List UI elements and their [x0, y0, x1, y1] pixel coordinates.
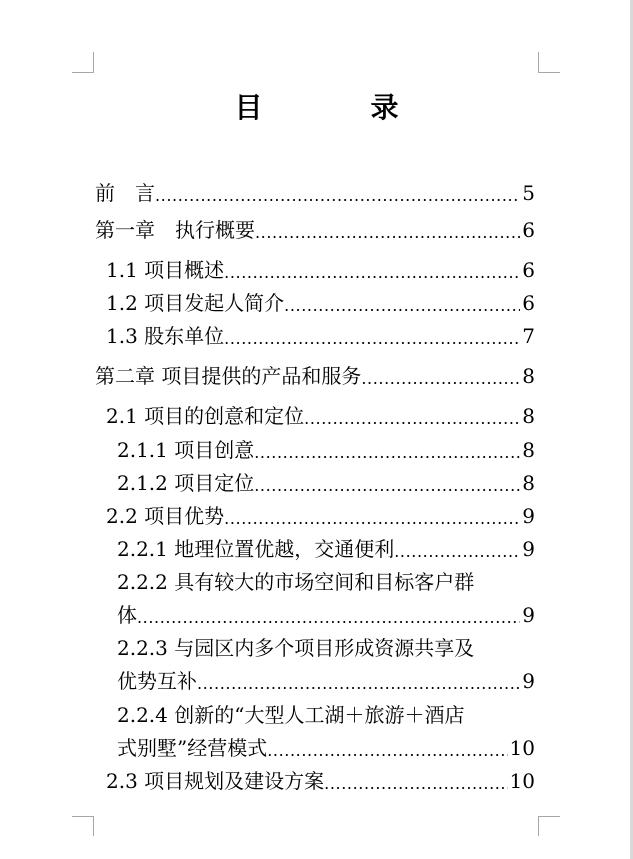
- toc-entry-label-line1: 2.2.2 具有较大的市场空间和目标客户群: [117, 570, 475, 594]
- toc-page-number: 10: [509, 736, 535, 760]
- toc-entry-2-1-1[interactable]: [117, 434, 535, 467]
- toc-entry-1-1[interactable]: [106, 254, 535, 287]
- toc-entry-label: 1.3 股东单位: [106, 324, 225, 348]
- toc-entry-label: 2.2.1 地理位置优越，交通便利: [117, 537, 395, 561]
- toc-page-number: 9: [522, 537, 535, 561]
- toc-entry-preface[interactable]: [95, 177, 535, 210]
- toc-page-number: 8: [522, 364, 535, 388]
- toc-entry-label: 2.3 项目规划及建设方案: [106, 769, 325, 793]
- toc-entry-label-line1: 2.2.4 创新的“大型人工湖＋旅游＋酒店: [117, 703, 465, 727]
- toc-entry-label-line2: 优势互补: [117, 669, 197, 693]
- toc-entry-label-line2: 式别墅”经营模式: [117, 736, 268, 760]
- toc-entry-chapter-2[interactable]: [95, 360, 535, 393]
- toc-entry-2-1-2[interactable]: [117, 467, 535, 500]
- toc-entry-1-2[interactable]: [106, 287, 535, 320]
- toc-page-number: 9: [522, 504, 535, 528]
- toc-entry-2-2-3[interactable]: [117, 632, 535, 698]
- toc-page-number: 9: [522, 603, 535, 627]
- toc-entry-2-2-4[interactable]: [117, 699, 535, 765]
- toc-entry-label: 1.2 项目发起人简介: [106, 291, 285, 315]
- toc-page-number: 6: [522, 258, 535, 282]
- toc-page-number: 8: [522, 404, 535, 428]
- toc-entry-label: 第二章 项目提供的产品和服务: [95, 364, 362, 388]
- toc-entry-chapter-1[interactable]: [95, 214, 535, 247]
- toc-entry-label: 第一章 执行概要: [95, 218, 255, 242]
- toc-entry-label-line2: 体: [117, 603, 137, 627]
- toc-entry-2-3[interactable]: [106, 765, 535, 798]
- toc-entry-2-2-1[interactable]: [117, 533, 535, 566]
- toc-entry-label: 2.1.1 项目创意: [117, 438, 255, 462]
- toc-page-number: 7: [522, 324, 535, 348]
- toc-entry-1-3[interactable]: [106, 320, 535, 353]
- toc-entry-label: 1.1 项目概述: [106, 258, 225, 282]
- toc-page-number: 10: [509, 769, 535, 793]
- toc-entry-label: 2.1.2 项目定位: [117, 471, 255, 495]
- page-title: 目 录: [234, 91, 439, 124]
- toc-page-number: 6: [522, 218, 535, 242]
- toc-entry-label: 2.2 项目优势: [106, 504, 225, 528]
- toc-page-number: 6: [522, 291, 535, 315]
- toc-entry-2-2[interactable]: [106, 500, 535, 533]
- toc-entry-label: 前 言: [95, 181, 155, 205]
- toc-page-number: 9: [522, 669, 535, 693]
- toc-page-number: 8: [522, 438, 535, 462]
- toc-page-number: 5: [522, 181, 535, 205]
- toc-entry-2-2-2[interactable]: [117, 566, 535, 632]
- toc-entry-label-line1: 2.2.3 与园区内多个项目形成资源共享及: [117, 636, 475, 660]
- toc-entry-2-1[interactable]: [106, 400, 535, 433]
- toc-page-number: 8: [522, 471, 535, 495]
- toc-entry-label: 2.1 项目的创意和定位: [106, 404, 305, 428]
